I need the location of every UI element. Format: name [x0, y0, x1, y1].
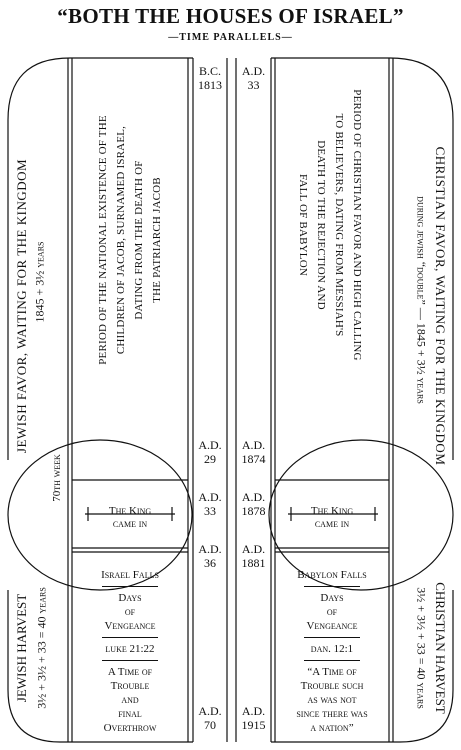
days-line: of: [124, 606, 136, 618]
christian-favor-label: CHRISTIAN FAVOR, WAITING FOR THE KINGDOM: [433, 146, 448, 466]
date-era: A.D.: [198, 542, 222, 556]
date-ad-29: [193, 438, 227, 466]
christian-period-text: [294, 89, 366, 360]
date-era: A.D.: [241, 542, 266, 556]
babylon-falls: Babylon Falls: [297, 569, 367, 581]
days-line: of: [326, 606, 338, 618]
scripture-ref-luke: luke 21:22: [105, 643, 155, 655]
scripture-ref-daniel: dan. 12:1: [310, 643, 354, 655]
page-subtitle: —TIME PARALLELS—: [168, 32, 293, 43]
date-era: B.C.: [198, 64, 221, 78]
king-came-in-left-2: [95, 517, 165, 531]
jewish-harvest-years: 3½ + 3½ + 33 = 40 years: [34, 587, 49, 709]
trouble-line: Trouble such: [300, 680, 364, 692]
seventieth-week-label: 70th week: [51, 454, 63, 502]
king-line: came in: [112, 518, 148, 530]
babylon-falls-block: [275, 568, 389, 735]
trouble-line: Overthrow: [103, 722, 157, 734]
days-line: Days: [118, 592, 142, 604]
date-year: 33: [204, 504, 216, 518]
date-ad-1881: [236, 542, 271, 570]
christian-favor-years: during jewish “double” — 1845 + 3½ years: [414, 196, 429, 404]
date-era: A.D.: [198, 490, 222, 504]
date-year: 29: [204, 452, 216, 466]
trouble-line: Trouble: [110, 680, 150, 692]
date-ad-33-top: [236, 64, 271, 92]
date-ad-1874: [236, 438, 271, 466]
date-year: 1915: [241, 718, 266, 732]
trouble-line: “A Time of: [307, 666, 357, 678]
jewish-period-line: CHILDREN OF JACOB, SURNAMED ISRAEL,: [115, 125, 127, 355]
date-ad-33: [193, 490, 227, 518]
date-year: 1813: [198, 78, 222, 92]
trouble-line: A Time of: [107, 666, 153, 678]
trouble-line: a nation”: [310, 722, 354, 734]
days-line: Vengeance: [104, 620, 156, 632]
trouble-line: final: [118, 708, 142, 720]
top-left-arc: [8, 58, 193, 120]
date-era: A.D.: [241, 704, 266, 718]
king-came-in-right-2: [297, 517, 367, 531]
christian-period-line: PERIOD OF CHRISTIAN FAVOR AND HIGH CALLING: [351, 89, 363, 361]
israel-falls-block: [72, 568, 188, 735]
days-line: Vengeance: [306, 620, 358, 632]
king-line: came in: [314, 518, 350, 530]
jewish-period-text: [94, 115, 166, 365]
christian-period-line: FALL OF BABYLON: [297, 173, 309, 276]
date-year: 1881: [241, 556, 266, 570]
christian-period-line: TO BELIEVERS, DATING FROM MESSIAH'S: [333, 113, 345, 337]
jewish-period-line: THE PATRIARCH JACOB: [151, 177, 163, 303]
date-bc-1813: [193, 64, 227, 92]
date-ad-1878: [236, 490, 271, 518]
king-line: The King: [108, 505, 152, 517]
date-ad-36: [193, 542, 227, 570]
date-year: 36: [204, 556, 216, 570]
date-era: A.D.: [241, 64, 266, 78]
israel-falls: Israel Falls: [101, 569, 159, 581]
jewish-period-line: PERIOD OF THE NATIONAL EXISTENCE OF THE: [97, 115, 109, 365]
christian-harvest-label: CHRISTIAN HARVEST: [433, 582, 448, 714]
christian-period-line: DEATH TO THE REJECTION AND: [315, 140, 327, 310]
date-era: A.D.: [241, 438, 266, 452]
trouble-line: as was not: [307, 694, 357, 706]
date-era: A.D.: [198, 438, 222, 452]
christian-harvest-years: 3½ + 3½ + 33 = 40 years: [414, 587, 429, 709]
king-line: The King: [310, 505, 354, 517]
date-ad-1915: [236, 704, 271, 732]
jewish-period-line: DATING FROM THE DEATH OF: [133, 160, 145, 320]
date-ad-70: [193, 704, 227, 732]
date-year: 70: [204, 718, 216, 732]
days-line: Days: [320, 592, 344, 604]
jewish-favor-years: 1845 + 3½ years: [32, 241, 47, 323]
page-title: “BOTH THE HOUSES OF ISRAEL”: [57, 4, 404, 28]
trouble-line: since there was: [296, 708, 368, 720]
date-year: 1878: [241, 504, 266, 518]
date-era: A.D.: [241, 490, 266, 504]
jewish-harvest-label: JEWISH HARVEST: [14, 593, 29, 703]
jewish-favor-label: JEWISH FAVOR, WAITING FOR THE KINGDOM: [14, 158, 29, 454]
trouble-line: and: [121, 694, 139, 706]
date-era: A.D.: [198, 704, 222, 718]
date-year: 33: [247, 78, 260, 92]
date-year: 1874: [241, 452, 266, 466]
